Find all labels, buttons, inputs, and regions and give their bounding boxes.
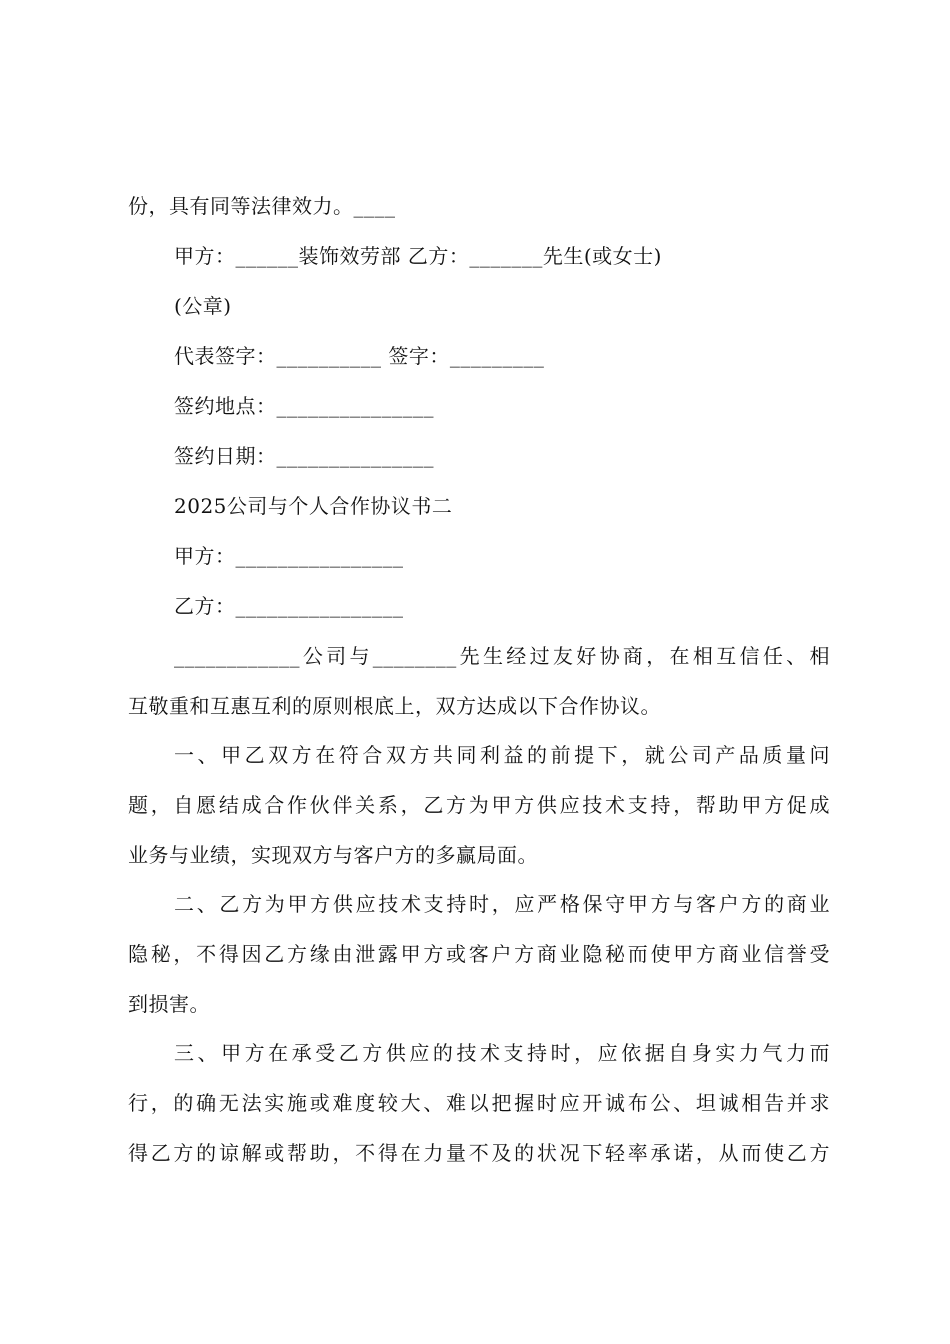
paragraph-line: 行，的确无法实施或难度较大、难以把握时应开诚布公、坦诚相告并求	[128, 1091, 830, 1115]
paragraph-line: 隐秘，不得因乙方缘由泄露甲方或客户方商业隐秘而使甲方商业信誉受	[128, 942, 830, 966]
paragraph-line: 互敬重和互惠互利的原则根底上，双方达成以下合作协议。	[128, 694, 661, 718]
text-line: 签约日期：_______________	[174, 444, 434, 468]
paragraph-line: 题，自愿结成合作伙伴关系，乙方为甲方供应技术支持，帮助甲方促成	[128, 793, 830, 817]
text-line: 甲方：________________	[174, 544, 404, 568]
paragraph-line: 二、乙方为甲方供应技术支持时，应严格保守甲方与客户方的商业	[174, 892, 830, 916]
paragraph-line: 到损害。	[128, 992, 210, 1016]
paragraph-line: ____________公司与________先生经过友好协商，在相互信任、相	[174, 644, 830, 668]
text-line: 乙方：________________	[174, 594, 404, 618]
section-title: 2025公司与个人合作协议书二	[174, 494, 453, 518]
text-line: 代表签字：__________ 签字：_________	[174, 344, 545, 368]
text-line: 签约地点：_______________	[174, 394, 434, 418]
paragraph-line: 一、甲乙双方在符合双方共同利益的前提下，就公司产品质量问	[174, 743, 830, 767]
text-line: 甲方：______装饰效劳部 乙方：_______先生(或女士)	[174, 244, 662, 268]
paragraph-line: 三、甲方在承受乙方供应的技术支持时，应依据自身实力气力而	[174, 1041, 830, 1065]
paragraph-line: 得乙方的谅解或帮助，不得在力量不及的状况下轻率承诺，从而使乙方	[128, 1141, 830, 1165]
paragraph-line: 业务与业绩，实现双方与客户方的多赢局面。	[128, 843, 538, 867]
text-line: (公章)	[174, 294, 232, 318]
text-line: 份，具有同等法律效力。____	[128, 194, 396, 218]
